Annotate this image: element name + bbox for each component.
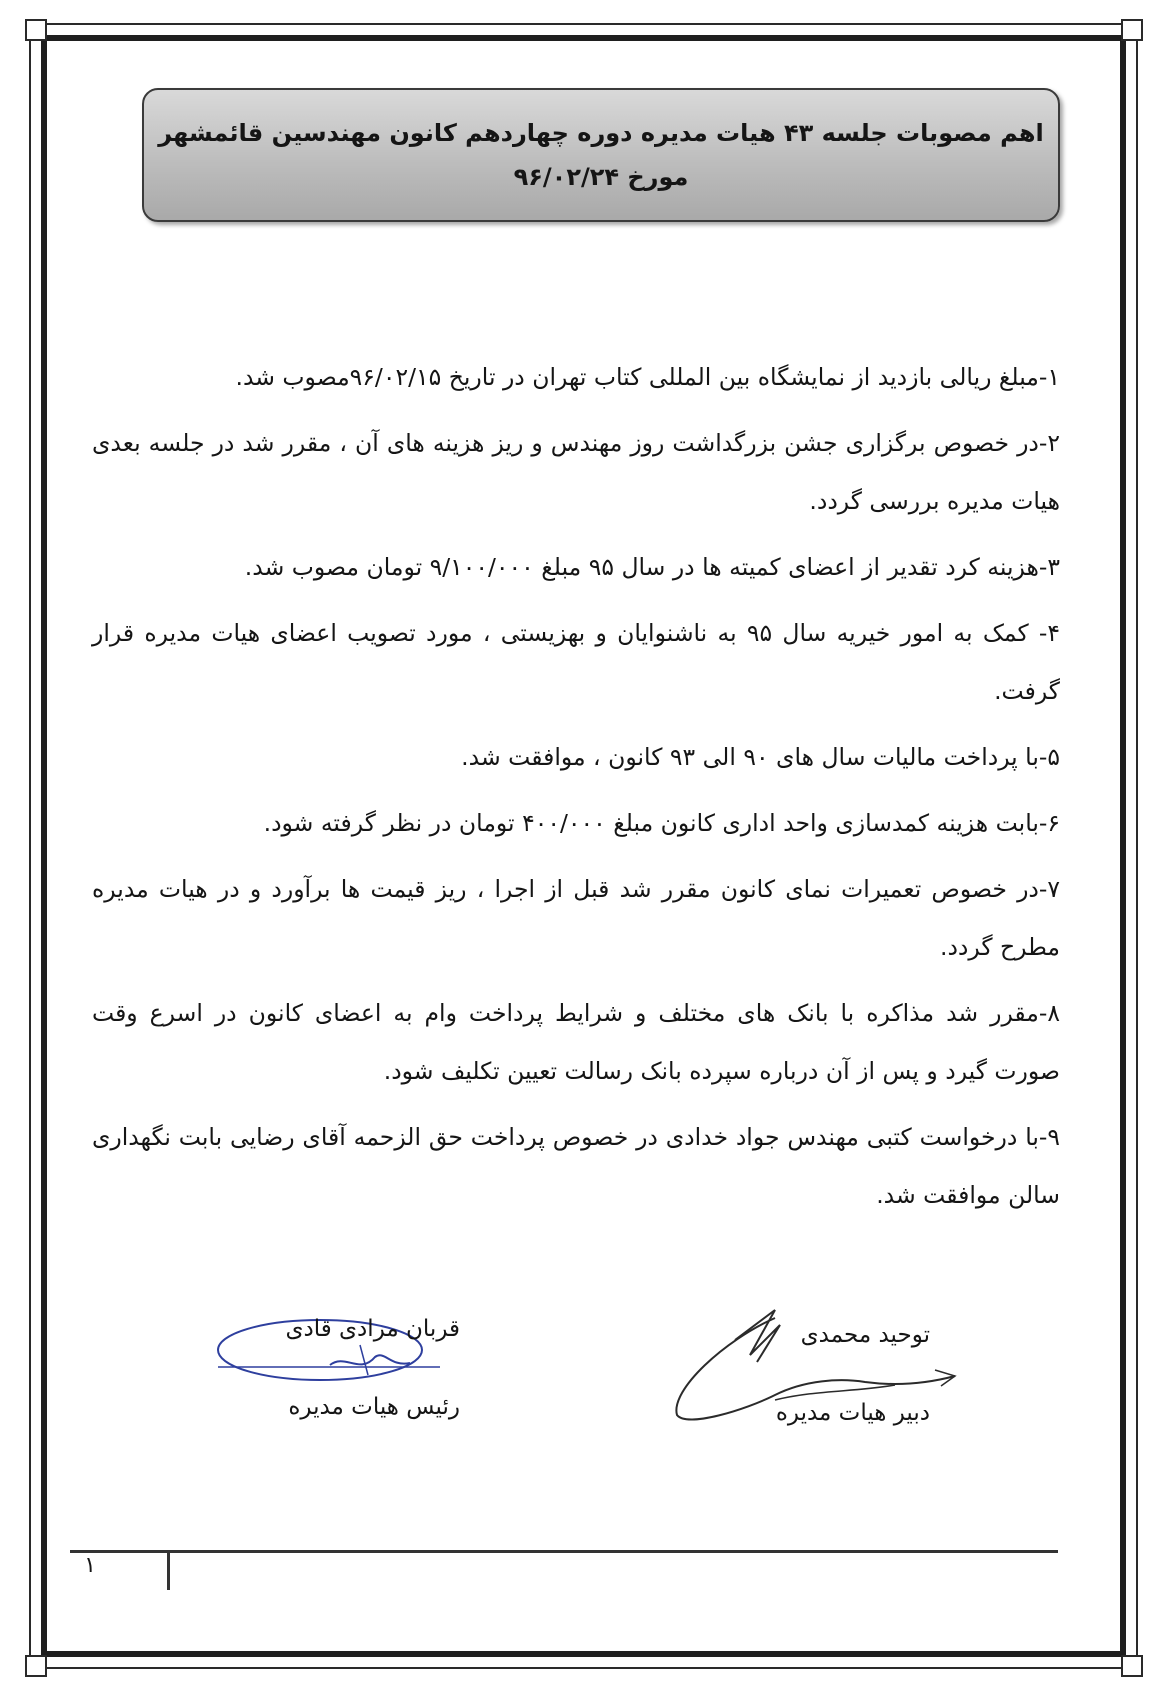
resolutions-list	[92, 348, 1060, 1232]
resolution-item-6: ۶-بابت هزینه کمدسازی واحد اداری کانون مبلغ ۴۰۰/۰۰۰ تومان در نظر گرفته شود.	[263, 809, 1060, 837]
header-box	[142, 88, 1060, 222]
resolution-item-7: ۷-در خصوص تعمیرات نمای کانون مقرر شد قبل از اجرا ، ریز قیمت ها برآورد و در هیات مدیره مطرح گردد.	[92, 875, 1060, 961]
resolution-item-8: ۸-مقرر شد مذاکره با بانک های مختلف و شرایط پرداخت وام به اعضای کانون در اسرع وقت صورت گیرد و پس از آن درباره سپرده بانک رسالت تعیین تکلیف شود.	[92, 999, 1060, 1085]
chairman-title: رئیس هیات مدیره	[288, 1394, 460, 1420]
border-corner-bottom-left	[25, 1655, 47, 1677]
footer-divider	[70, 1550, 1058, 1553]
border-corner-top-right	[1121, 19, 1143, 41]
secretary-title: دبیر هیات مدیره	[775, 1400, 930, 1426]
document-title: اهم مصوبات جلسه ۴۳ هیات مدیره دوره چهاردهم کانون مهندسین قائمشهر	[158, 119, 1044, 147]
footer-tick	[167, 1552, 170, 1590]
border-corner-bottom-right	[1121, 1655, 1143, 1677]
document-date: مورخ ۹۶/۰۲/۲۴	[513, 163, 689, 191]
chairman-signature-block	[215, 1312, 460, 1424]
page-number: ۱	[84, 1553, 96, 1578]
secretary-name: توحید محمدی	[800, 1322, 930, 1348]
secretary-signature-block	[690, 1318, 930, 1430]
resolution-item-4: ۴- کمک به امور خیریه سال ۹۵ به ناشنوایان و بهزیستی ، مورد تصویب اعضای هیات مدیره قرار گرفت.	[92, 619, 1060, 705]
resolution-item-1: ۱-مبلغ ریالی بازدید از نمایشگاه بین المللی کتاب تهران در تاریخ ۹۶/۰۲/۱۵مصوب شد.	[235, 363, 1060, 391]
resolution-item-5: ۵-با پرداخت مالیات سال های ۹۰ الی ۹۳ کانون ، موافقت شد.	[461, 743, 1060, 771]
border-corner-top-left	[25, 19, 47, 41]
resolution-item-3: ۳-هزینه کرد تقدیر از اعضای کمیته ها در سال ۹۵ مبلغ ۹/۱۰۰/۰۰۰ تومان مصوب شد.	[244, 553, 1060, 581]
resolution-item-2: ۲-در خصوص برگزاری جشن بزرگداشت روز مهندس و ریز هزینه های آن ، مقرر شد در جلسه بعدی هیات مدیره بررسی گردد.	[92, 429, 1060, 515]
resolution-item-9: ۹-با درخواست کتبی مهندس جواد خدادی در خصوص پرداخت حق الزحمه آقای رضایی بابت نگهداری سالن موافقت شد.	[92, 1123, 1060, 1209]
chairman-name: قربان مرادی قادی	[285, 1316, 460, 1342]
